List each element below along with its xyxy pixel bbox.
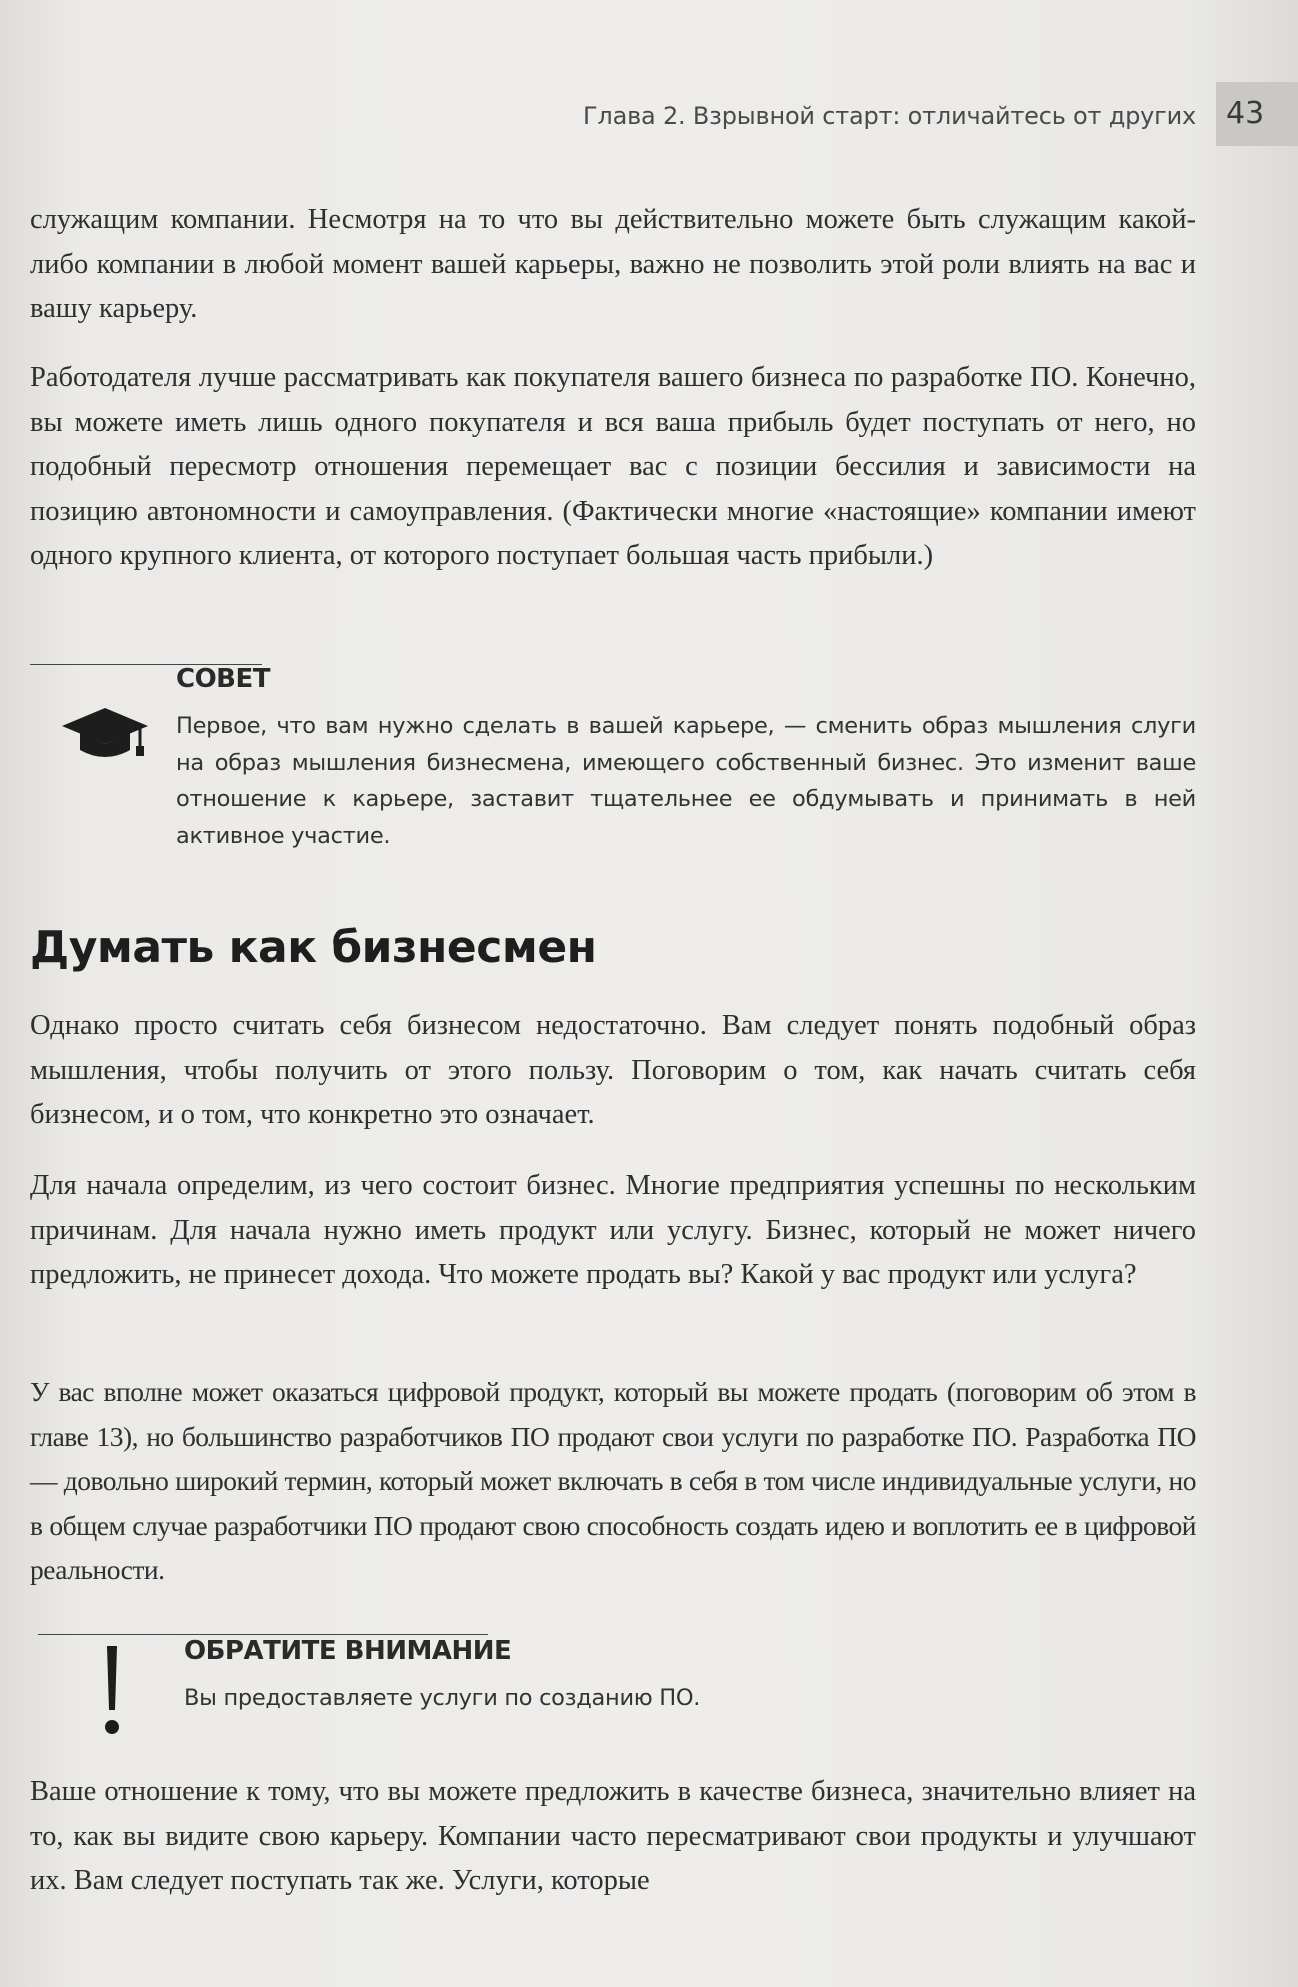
body-paragraph: служащим компании. Несмотря на то что вы действительно можете быть служащим какой-либо компании в любой момент вашей карьеры, важно не позволить этой роли влиять на вас и вашу карьеру. xyxy=(30,204,1196,324)
body-paragraph: У вас вполне может оказаться цифровой продукт, который вы можете продать (поговорим об этом в главе 13), но большинство разработчиков ПО продают свои услуги по разработке ПО. Разработка ПО — довольно широкий термин, который может включать в себя в том числе индивидуальные услуги, но в общем случае разработчики ПО продают свою способность создать идею и воплотить ее в цифровой реальности. xyxy=(30,1376,1196,1585)
graduation-cap-icon xyxy=(60,706,150,762)
note-box-rule xyxy=(38,1634,488,1635)
note-text: Вы предоставляете услуги по созданию ПО. xyxy=(184,1685,701,1711)
page-number: 43 xyxy=(1216,82,1298,146)
note-title: ОБРАТИТЕ ВНИМАНИЕ xyxy=(184,1636,512,1666)
tip-text: Первое, что вам нужно сделать в вашей карьере, — сменить образ мышления слуги на образ мышления бизнесмена, имеющего собственный бизнес. Это изменит ваше отношение к карьере, заставит тщательнее ее обдумывать и принимать в ней активное участие. xyxy=(176,713,1196,849)
tip-title: СОВЕТ xyxy=(176,664,270,694)
section-heading: Думать как бизнесмен xyxy=(30,922,597,973)
body-paragraph: Однако просто считать себя бизнесом недостаточно. Вам следует понять подобный образ мышления, чтобы получить от этого пользу. Поговорим о том, как начать считать себя бизнесом, и о том, что конкретно это означает. xyxy=(30,1010,1196,1130)
body-paragraph: Ваше отношение к тому, что вы можете предложить в качестве бизнеса, значительно влияет на то, как вы видите свою карьеру. Компании часто пересматривают свои продукты и улучшают их. Вам следует поступать так же. Услуги, которые xyxy=(30,1776,1196,1896)
body-paragraph: Работодателя лучше рассматривать как покупателя вашего бизнеса по разработке ПО. Конечно, вы можете иметь лишь одного покупателя и вся ваша прибыль будет поступать от него, но подобный пересмотр отношения перемещает вас с позиции бессилия и зависимости на позицию автономности и самоуправления. (Фактически многие «настоящие» компании имеют одного крупного клиента, от которого поступает большая часть прибыли.) xyxy=(30,362,1196,571)
running-head: Глава 2. Взрывной старт: отличайтесь от других xyxy=(583,102,1196,130)
body-paragraph: Для начала определим, из чего состоит бизнес. Многие предприятия успешны по нескольким причинам. Для начала нужно иметь продукт или услугу. Бизнес, который не может ничего предложить, не принесет дохода. Что можете продать вы? Какой у вас продукт или услуга? xyxy=(30,1170,1196,1290)
exclamation-icon xyxy=(98,1644,126,1738)
